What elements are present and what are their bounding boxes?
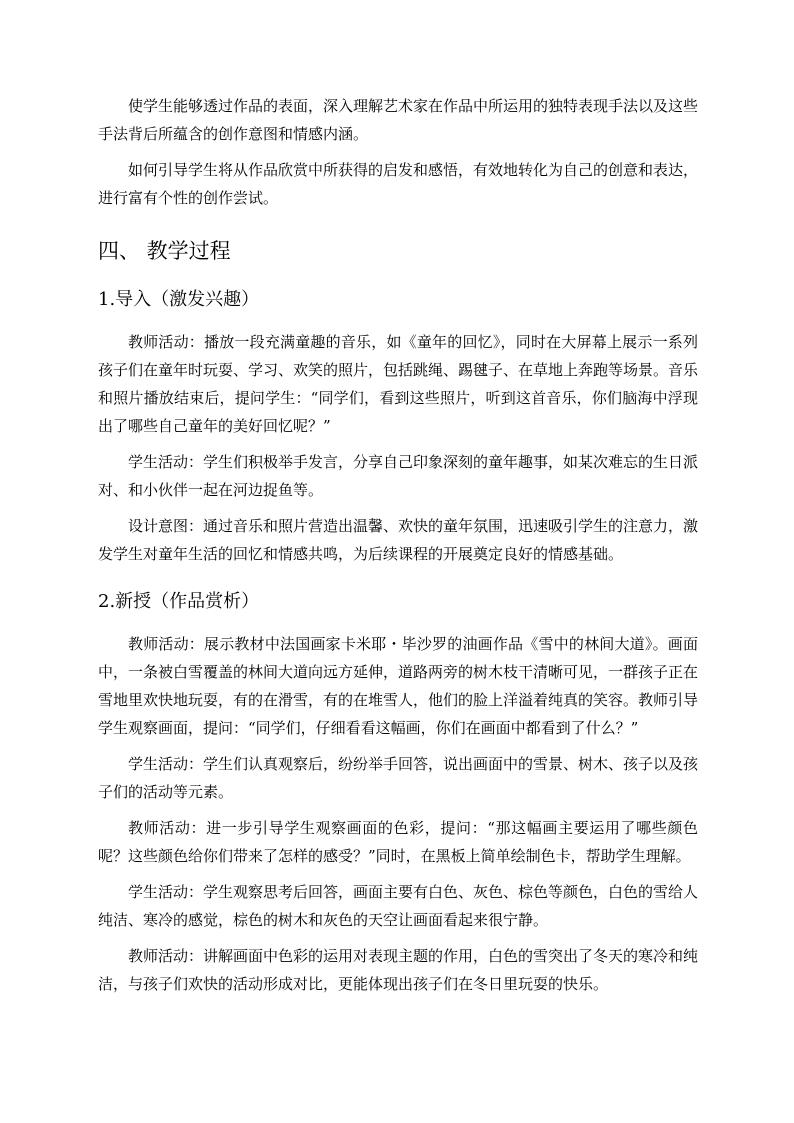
body-paragraph: 教师活动：播放一段充满童趣的音乐，如《童年的回忆》，同时在大屏幕上展示一系列孩子们在童年时玩耍、学习、欢笑的照片，包括跳绳、踢毽子、在草地上奔跑等场景。音乐和照片播放结束后，提问学生：“同学们，看到这些照片，听到这首音乐，你们脑海中浮现出了哪些自己童年的美好回忆呢？” xyxy=(98,333,699,435)
intro-paragraph: 使学生能够透过作品的表面，深入理解艺术家在作品中所运用的独特表现手法以及这些手法背后所蕴含的创作意图和情感内涵。 xyxy=(98,97,699,143)
body-paragraph: 教师活动：展示教材中法国画家卡米耶・毕沙罗的油画作品《雪中的林间大道》。画面中，一条被白雪覆盖的林间大道向远方延伸，道路两旁的树木枝干清晰可见，一群孩子正在雪地里欢快地玩耍，有的在滑雪，有的在堆雪人，他们的脸上洋溢着纯真的笑容。教师引导学生观察画面，提问：“同学们，仔细看看这幅画，你们在画面中都看到了什么？” xyxy=(98,635,699,737)
body-paragraph: 教师活动：讲解画面中色彩的运用对表现主题的作用，白色的雪突出了冬天的寒冷和纯洁，与孩子们欢快的活动形成对比，更能体现出孩子们在冬日里玩耍的快乐。 xyxy=(98,947,699,993)
intro-paragraph: 如何引导学生将从作品欣赏中所获得的启发和感悟，有效地转化为自己的创意和表达，进行富有个性的创作尝试。 xyxy=(98,161,699,207)
body-paragraph: 学生活动：学生观察思考后回答，画面主要有白色、灰色、棕色等颜色，白色的雪给人纯洁、寒冷的感觉，棕色的树木和灰色的天空让画面看起来很宁静。 xyxy=(98,883,699,929)
section-heading: 四、 教学过程 xyxy=(98,239,231,263)
document-page xyxy=(98,92,698,1006)
body-paragraph: 学生活动：学生们认真观察后，纷纷举手回答，说出画面中的雪景、树木、孩子以及孩子们的活动等元素。 xyxy=(98,755,699,801)
body-paragraph: 学生活动：学生们积极举手发言，分享自己印象深刻的童年趣事，如某次难忘的生日派对、和小伙伴一起在河边捉鱼等。 xyxy=(98,453,699,499)
subsection-heading: 2.新授（作品赏析） xyxy=(98,591,260,612)
body-paragraph: 教师活动：进一步引导学生观察画面的色彩，提问：“那这幅画主要运用了哪些颜色呢？这些颜色给你们带来了怎样的感受？”同时，在黑板上简单绘制色卡，帮助学生理解。 xyxy=(98,819,698,865)
body-paragraph: 设计意图：通过音乐和照片营造出温馨、欢快的童年氛围，迅速吸引学生的注意力，激发学生对童年生活的回忆和情感共鸣，为后续课程的开展奠定良好的情感基础。 xyxy=(98,517,699,563)
subsection-heading: 1.导入（激发兴趣） xyxy=(98,289,260,310)
